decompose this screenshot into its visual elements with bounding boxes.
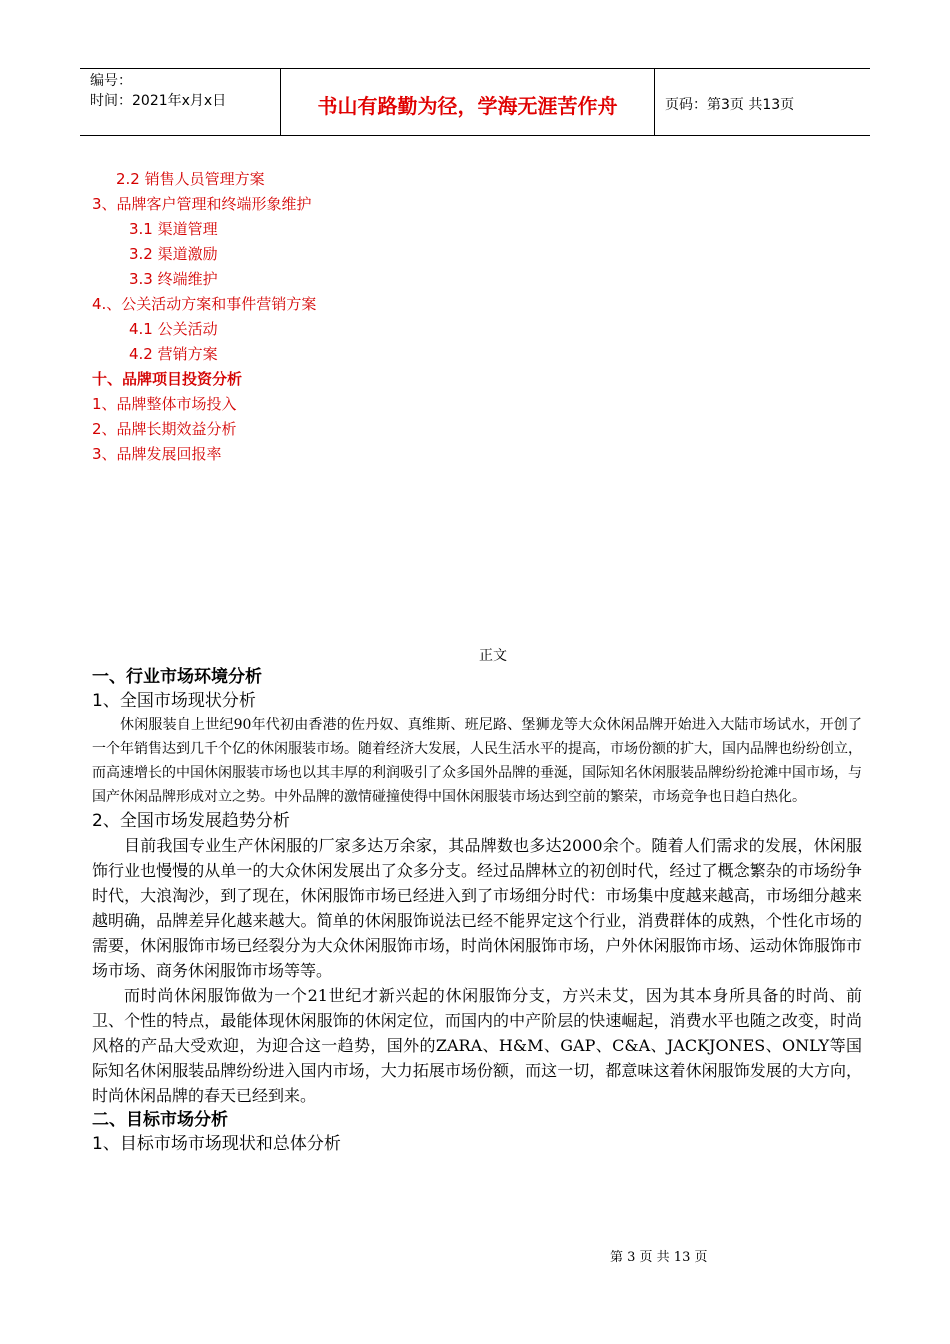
header-motto: 书山有路勤为径，学海无涯苦作舟 <box>281 69 655 135</box>
toc-item[interactable]: 3.2 渠道激励 <box>129 245 218 263</box>
subsection-heading: 1、全国市场现状分析 <box>92 691 256 711</box>
page-footer: 第 3 页 共 13 页 <box>610 1250 708 1265</box>
toc-item[interactable]: 十、品牌项目投资分析 <box>92 370 243 388</box>
paragraph: 而时尚休闲服饰做为一个21世纪才新兴起的休闲服饰分支，方兴未艾，因为其本身所具备的时尚、前卫、个性的特点，最能体现休闲服饰的休闲定位，而国内的中产阶层的快速崛起，消费水平也随之改变，时尚风格的产品大受欢迎，为迎合这一趋势，国外的ZARA、H&M、GAP、C&A、JACKJONES、ONLY等国际知名休闲服装品牌纷纷进入国内市场，大力拓展市场份额，而这一切，都意味这着休闲服饰发展的大方向，时尚休闲品牌的春天已经到来。 <box>92 986 862 1105</box>
header-number-label: 编号： <box>90 73 132 89</box>
page-header <box>80 68 870 136</box>
paragraph: 休闲服装自上世纪90年代初由香港的佐丹奴、真维斯、班尼路、堡狮龙等大众休闲品牌开始进入大陆市场试水，开创了一个年销售达到几千个亿的休闲服装市场。随着经济大发展，人民生活水平的提高，市场份额的扩大，国内品牌也纷纷创立，而高速增长的中国休闲服装市场也以其丰厚的利润吸引了众多国外品牌的垂涎，国际知名休闲服装品牌纷纷抢滩中国市场，与国产休闲品牌形成对立之势。中外品牌的激情碰撞使得中国休闲服装市场达到空前的繁荣，市场竞争也日趋白热化。 <box>92 717 862 805</box>
toc-item[interactable]: 3.1 渠道管理 <box>129 220 218 238</box>
section-heading: 一、行业市场环境分析 <box>92 667 262 687</box>
toc-item[interactable]: 3、品牌客户管理和终端形象维护 <box>92 195 312 213</box>
toc-item[interactable]: 3、品牌发展回报率 <box>92 445 222 463</box>
toc-item[interactable]: 2、品牌长期效益分析 <box>92 420 237 438</box>
toc-item[interactable]: 3.3 终端维护 <box>129 270 218 288</box>
toc-item[interactable]: 4.、公关活动方案和事件营销方案 <box>92 295 317 313</box>
header-page-info: 页码：第3页 共13页 <box>665 97 795 113</box>
section-heading: 二、目标市场分析 <box>92 1110 228 1130</box>
header-meta <box>80 69 281 135</box>
paragraph: 目前我国专业生产休闲服的厂家多达万余家，其品牌数也多达2000余个。随着人们需求的发展，休闲服饰行业也慢慢的从单一的大众休闲发展出了众多分支。经过品牌林立的初创时代，经过了概念繁杂的市场纷争时代，大浪淘沙，到了现在，休闲服饰市场已经进入到了市场细分时代：市场集中度越来越高，市场细分越来越明确，品牌差异化越来越大。简单的休闲服饰说法已经不能界定这个行业，消费群体的成熟，个性化市场的需要，休闲服饰市场已经裂分为大众休闲服饰市场，时尚休闲服饰市场，户外休闲服饰市场、运动休饰服饰市场市场、商务休闲服饰市场等等。 <box>92 836 862 980</box>
subsection-heading: 2、全国市场发展趋势分析 <box>92 811 290 831</box>
body-content <box>92 665 862 1156</box>
toc-item[interactable]: 1、品牌整体市场投入 <box>92 395 237 413</box>
toc-item[interactable]: 4.2 营销方案 <box>129 345 218 363</box>
subsection-heading: 1、目标市场市场现状和总体分析 <box>92 1134 341 1154</box>
body-title: 正文 <box>479 648 507 664</box>
toc-item[interactable]: 4.1 公关活动 <box>129 320 218 338</box>
header-time-label: 时间：2021年x月x日 <box>90 93 227 109</box>
toc-item[interactable]: 2.2 销售人员管理方案 <box>116 170 265 188</box>
